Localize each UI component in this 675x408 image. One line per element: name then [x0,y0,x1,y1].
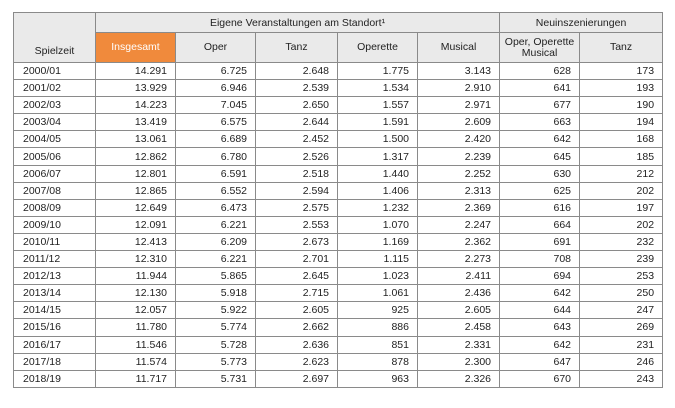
cell-neu-tanz: 193 [580,80,663,97]
cell-operette: 1.023 [338,268,418,285]
cell-musical: 2.369 [418,199,500,216]
cell-tanz: 2.526 [256,148,338,165]
cell-operette: 1.070 [338,216,418,233]
table-row [14,165,663,182]
cell-operette: 1.061 [338,285,418,302]
cell-tanz: 2.662 [256,319,338,336]
cell-tanz: 2.645 [256,268,338,285]
cell-oper: 6.946 [176,80,256,97]
cell-neu-tanz: 190 [580,97,663,114]
cell-neu-tanz: 243 [580,370,663,387]
cell-neu-oper-operette-musical: 677 [500,97,580,114]
cell-neu-oper-operette-musical: 642 [500,336,580,353]
col-header-neu-oper-operette-musical: Oper, Operette Musical [500,33,580,63]
cell-insgesamt: 11.944 [96,268,176,285]
table-row [14,182,663,199]
cell-neu-tanz: 246 [580,353,663,370]
cell-musical: 3.143 [418,63,500,80]
table-row [14,131,663,148]
cell-oper: 5.865 [176,268,256,285]
cell-operette: 1.591 [338,114,418,131]
col-header-musical: Musical [418,33,500,63]
cell-spielzeit: 2017/18 [14,353,96,370]
cell-insgesamt: 12.057 [96,302,176,319]
table-row [14,268,663,285]
cell-operette: 1.169 [338,233,418,250]
cell-operette: 1.317 [338,148,418,165]
cell-spielzeit: 2001/02 [14,80,96,97]
cell-oper: 6.221 [176,251,256,268]
cell-oper: 5.774 [176,319,256,336]
cell-oper: 7.045 [176,97,256,114]
cell-oper: 5.773 [176,353,256,370]
cell-oper: 6.209 [176,233,256,250]
cell-tanz: 2.594 [256,182,338,199]
cell-neu-oper-operette-musical: 630 [500,165,580,182]
cell-neu-oper-operette-musical: 663 [500,114,580,131]
cell-neu-oper-operette-musical: 644 [500,302,580,319]
col-header-oper: Oper [176,33,256,63]
cell-insgesamt: 12.310 [96,251,176,268]
cell-tanz: 2.650 [256,97,338,114]
cell-insgesamt: 12.413 [96,233,176,250]
group-header-neuinszenierungen: Neuinszenierungen [500,13,663,33]
cell-operette: 1.440 [338,165,418,182]
table-row [14,216,663,233]
cell-musical: 2.362 [418,233,500,250]
cell-tanz: 2.575 [256,199,338,216]
cell-neu-tanz: 185 [580,148,663,165]
table-row [14,114,663,131]
cell-musical: 2.609 [418,114,500,131]
cell-insgesamt: 11.717 [96,370,176,387]
cell-spielzeit: 2018/19 [14,370,96,387]
col-header-spielzeit: Spielzeit [14,13,96,63]
cell-spielzeit: 2008/09 [14,199,96,216]
cell-musical: 2.458 [418,319,500,336]
cell-insgesamt: 11.574 [96,353,176,370]
cell-operette: 886 [338,319,418,336]
cell-neu-tanz: 239 [580,251,663,268]
col-header-neu-tanz: Tanz [580,33,663,63]
cell-neu-oper-operette-musical: 664 [500,216,580,233]
cell-musical: 2.252 [418,165,500,182]
cell-neu-oper-operette-musical: 628 [500,63,580,80]
cell-musical: 2.313 [418,182,500,199]
cell-neu-oper-operette-musical: 691 [500,233,580,250]
cell-musical: 2.247 [418,216,500,233]
cell-operette: 1.557 [338,97,418,114]
group-header-standort: Eigene Veranstaltungen am Standort¹ [96,13,500,33]
cell-spielzeit: 2013/14 [14,285,96,302]
cell-tanz: 2.452 [256,131,338,148]
cell-insgesamt: 11.780 [96,319,176,336]
cell-neu-tanz: 202 [580,216,663,233]
cell-insgesamt: 13.929 [96,80,176,97]
cell-spielzeit: 2000/01 [14,63,96,80]
cell-insgesamt: 12.865 [96,182,176,199]
cell-insgesamt: 14.291 [96,63,176,80]
cell-spielzeit: 2014/15 [14,302,96,319]
cell-musical: 2.273 [418,251,500,268]
cell-spielzeit: 2004/05 [14,131,96,148]
cell-operette: 878 [338,353,418,370]
cell-neu-oper-operette-musical: 642 [500,131,580,148]
cell-insgesamt: 12.091 [96,216,176,233]
table-row [14,370,663,387]
cell-spielzeit: 2011/12 [14,251,96,268]
cell-neu-tanz: 253 [580,268,663,285]
cell-neu-tanz: 232 [580,233,663,250]
cell-operette: 1.115 [338,251,418,268]
cell-spielzeit: 2010/11 [14,233,96,250]
table-row [14,148,663,165]
cell-musical: 2.411 [418,268,500,285]
cell-insgesamt: 12.649 [96,199,176,216]
cell-tanz: 2.697 [256,370,338,387]
cell-insgesamt: 13.061 [96,131,176,148]
cell-spielzeit: 2006/07 [14,165,96,182]
cell-operette: 925 [338,302,418,319]
cell-musical: 2.436 [418,285,500,302]
cell-neu-oper-operette-musical: 647 [500,353,580,370]
cell-tanz: 2.644 [256,114,338,131]
table-row [14,97,663,114]
cell-oper: 5.728 [176,336,256,353]
cell-insgesamt: 12.862 [96,148,176,165]
cell-oper: 6.552 [176,182,256,199]
cell-spielzeit: 2007/08 [14,182,96,199]
table-row [14,319,663,336]
cell-musical: 2.300 [418,353,500,370]
cell-neu-oper-operette-musical: 642 [500,285,580,302]
cell-neu-oper-operette-musical: 616 [500,199,580,216]
cell-oper: 6.575 [176,114,256,131]
cell-insgesamt: 13.419 [96,114,176,131]
cell-operette: 1.500 [338,131,418,148]
cell-oper: 6.689 [176,131,256,148]
table-row [14,302,663,319]
cell-tanz: 2.673 [256,233,338,250]
table-header [14,13,663,63]
statistics-table [13,12,663,388]
cell-neu-oper-operette-musical: 708 [500,251,580,268]
cell-neu-oper-operette-musical: 641 [500,80,580,97]
cell-oper: 6.473 [176,199,256,216]
cell-oper: 5.922 [176,302,256,319]
cell-neu-tanz: 168 [580,131,663,148]
cell-spielzeit: 2002/03 [14,97,96,114]
cell-oper: 5.731 [176,370,256,387]
cell-spielzeit: 2005/06 [14,148,96,165]
table-row [14,353,663,370]
cell-spielzeit: 2016/17 [14,336,96,353]
cell-operette: 1.232 [338,199,418,216]
cell-musical: 2.971 [418,97,500,114]
table-row [14,251,663,268]
cell-tanz: 2.701 [256,251,338,268]
cell-operette: 1.534 [338,80,418,97]
cell-musical: 2.331 [418,336,500,353]
cell-tanz: 2.605 [256,302,338,319]
cell-neu-oper-operette-musical: 694 [500,268,580,285]
cell-musical: 2.326 [418,370,500,387]
cell-tanz: 2.623 [256,353,338,370]
cell-oper: 5.918 [176,285,256,302]
table-row [14,80,663,97]
cell-neu-tanz: 250 [580,285,663,302]
cell-spielzeit: 2015/16 [14,319,96,336]
col-header-operette: Operette [338,33,418,63]
cell-insgesamt: 12.801 [96,165,176,182]
table-row [14,285,663,302]
cell-tanz: 2.648 [256,63,338,80]
table-row [14,233,663,250]
cell-neu-tanz: 197 [580,199,663,216]
header-row-columns [14,33,663,63]
cell-neu-tanz: 231 [580,336,663,353]
col-header-insgesamt: Insgesamt [96,33,176,63]
cell-operette: 963 [338,370,418,387]
table-body [14,63,663,388]
cell-tanz: 2.553 [256,216,338,233]
cell-spielzeit: 2012/13 [14,268,96,285]
cell-neu-oper-operette-musical: 643 [500,319,580,336]
cell-musical: 2.420 [418,131,500,148]
cell-neu-tanz: 173 [580,63,663,80]
cell-neu-oper-operette-musical: 670 [500,370,580,387]
cell-oper: 6.221 [176,216,256,233]
cell-oper: 6.591 [176,165,256,182]
cell-musical: 2.910 [418,80,500,97]
cell-neu-tanz: 194 [580,114,663,131]
table-row [14,63,663,80]
cell-spielzeit: 2003/04 [14,114,96,131]
cell-neu-tanz: 202 [580,182,663,199]
table-row [14,336,663,353]
cell-insgesamt: 11.546 [96,336,176,353]
cell-operette: 1.775 [338,63,418,80]
header-row-groups [14,13,663,33]
cell-insgesamt: 14.223 [96,97,176,114]
cell-tanz: 2.539 [256,80,338,97]
cell-insgesamt: 12.130 [96,285,176,302]
cell-spielzeit: 2009/10 [14,216,96,233]
cell-neu-oper-operette-musical: 625 [500,182,580,199]
cell-neu-tanz: 212 [580,165,663,182]
cell-tanz: 2.518 [256,165,338,182]
cell-tanz: 2.715 [256,285,338,302]
cell-operette: 851 [338,336,418,353]
cell-oper: 6.725 [176,63,256,80]
cell-musical: 2.239 [418,148,500,165]
cell-operette: 1.406 [338,182,418,199]
cell-neu-tanz: 269 [580,319,663,336]
cell-musical: 2.605 [418,302,500,319]
cell-neu-tanz: 247 [580,302,663,319]
col-header-tanz: Tanz [256,33,338,63]
cell-neu-oper-operette-musical: 645 [500,148,580,165]
cell-oper: 6.780 [176,148,256,165]
cell-tanz: 2.636 [256,336,338,353]
table-row [14,199,663,216]
